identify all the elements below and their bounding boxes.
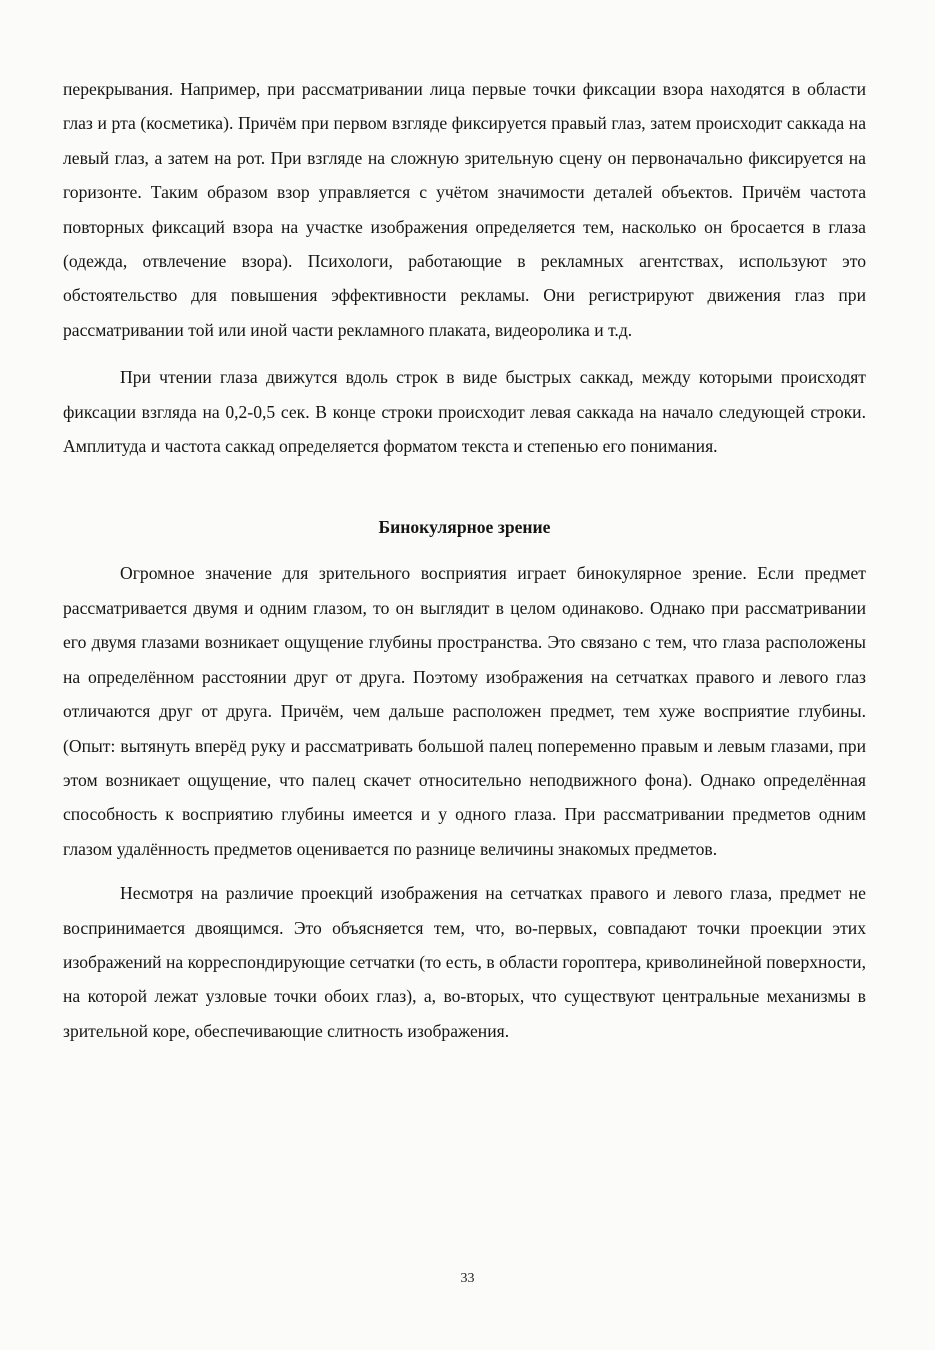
paragraph-binocular-vision: Огромное значение для зрительного восприятия играет бинокулярное зрение. Если предмет рассматривается двумя и одним глазом, то он выглядит в целом одинаково. Однако при рассматривании его двумя глазами возникает ощущение глубины пространства. Это связано с тем, что глаза расположены на определённом расстоянии друг от друга. Поэтому изображения на сетчатках правого и левого глаз отличаются друг от друга. Причём, чем дальше расположен предмет, тем хуже восприятие глубины. (Опыт: вытянуть вперёд руку и рассматривать большой палец попеременно правым и левым глазами, при этом возникает ощущение, что палец скачет относительно неподвижного фона). Однако определённая способность к восприятию глубины имеется и у одного глаза. При рассматривании предметов одним глазом удалённость предметов оценивается по разнице величины знакомых предметов. [63, 563, 866, 859]
paragraph-fusion: Несмотря на различие проекций изображения на сетчатках правого и левого глаза, предмет не воспринимается двоящимся. Это объясняется тем, что, во-первых, совпадают точки проекции этих изображений на корреспондирующие сетчатки (то есть, в области гороптера, криволинейной поверхности, на которой лежат узловые точки обоих глаз), а, во-вторых, что существуют центральные механизмы в зрительной коре, обеспечивающие слитность изображения. [63, 883, 866, 1041]
paragraph-reading-saccades: При чтении глаза движутся вдоль строк в виде быстрых саккад, между которыми происходят фиксации взгляда на 0,2-0,5 сек. В конце строки происходит левая саккада на начало следующей строки. Амплитуда и частота саккад определяется форматом текста и степенью его понимания. [63, 367, 866, 457]
page-number: 33 [460, 1271, 475, 1286]
paragraph-eye-fixation: перекрывания. Например, при рассматривании лица первые точки фиксации взора находятся в области глаз и рта (косметика). Причём при первом взгляде фиксируется правый глаз, затем происходит саккада на левый глаз, а затем на рот. При взгляде на сложную зрительную сцену он первоначально фиксируется на горизонте. Таким образом взор управляется с учётом значимости деталей объектов. Причём частота повторных фиксаций взора на участке изображения определяется тем, насколько он бросается в глаза (одежда, отвлечение взора). Психологи, работающие в рекламных агентствах, используют это обстоятельство для повышения эффективности рекламы. Они регистрируют движения глаз при рассматривании той или иной части рекламного плаката, видеоролика и т.д. [63, 79, 866, 340]
section-title: Бинокулярное зрение [378, 517, 551, 538]
page-body [63, 72, 866, 1048]
